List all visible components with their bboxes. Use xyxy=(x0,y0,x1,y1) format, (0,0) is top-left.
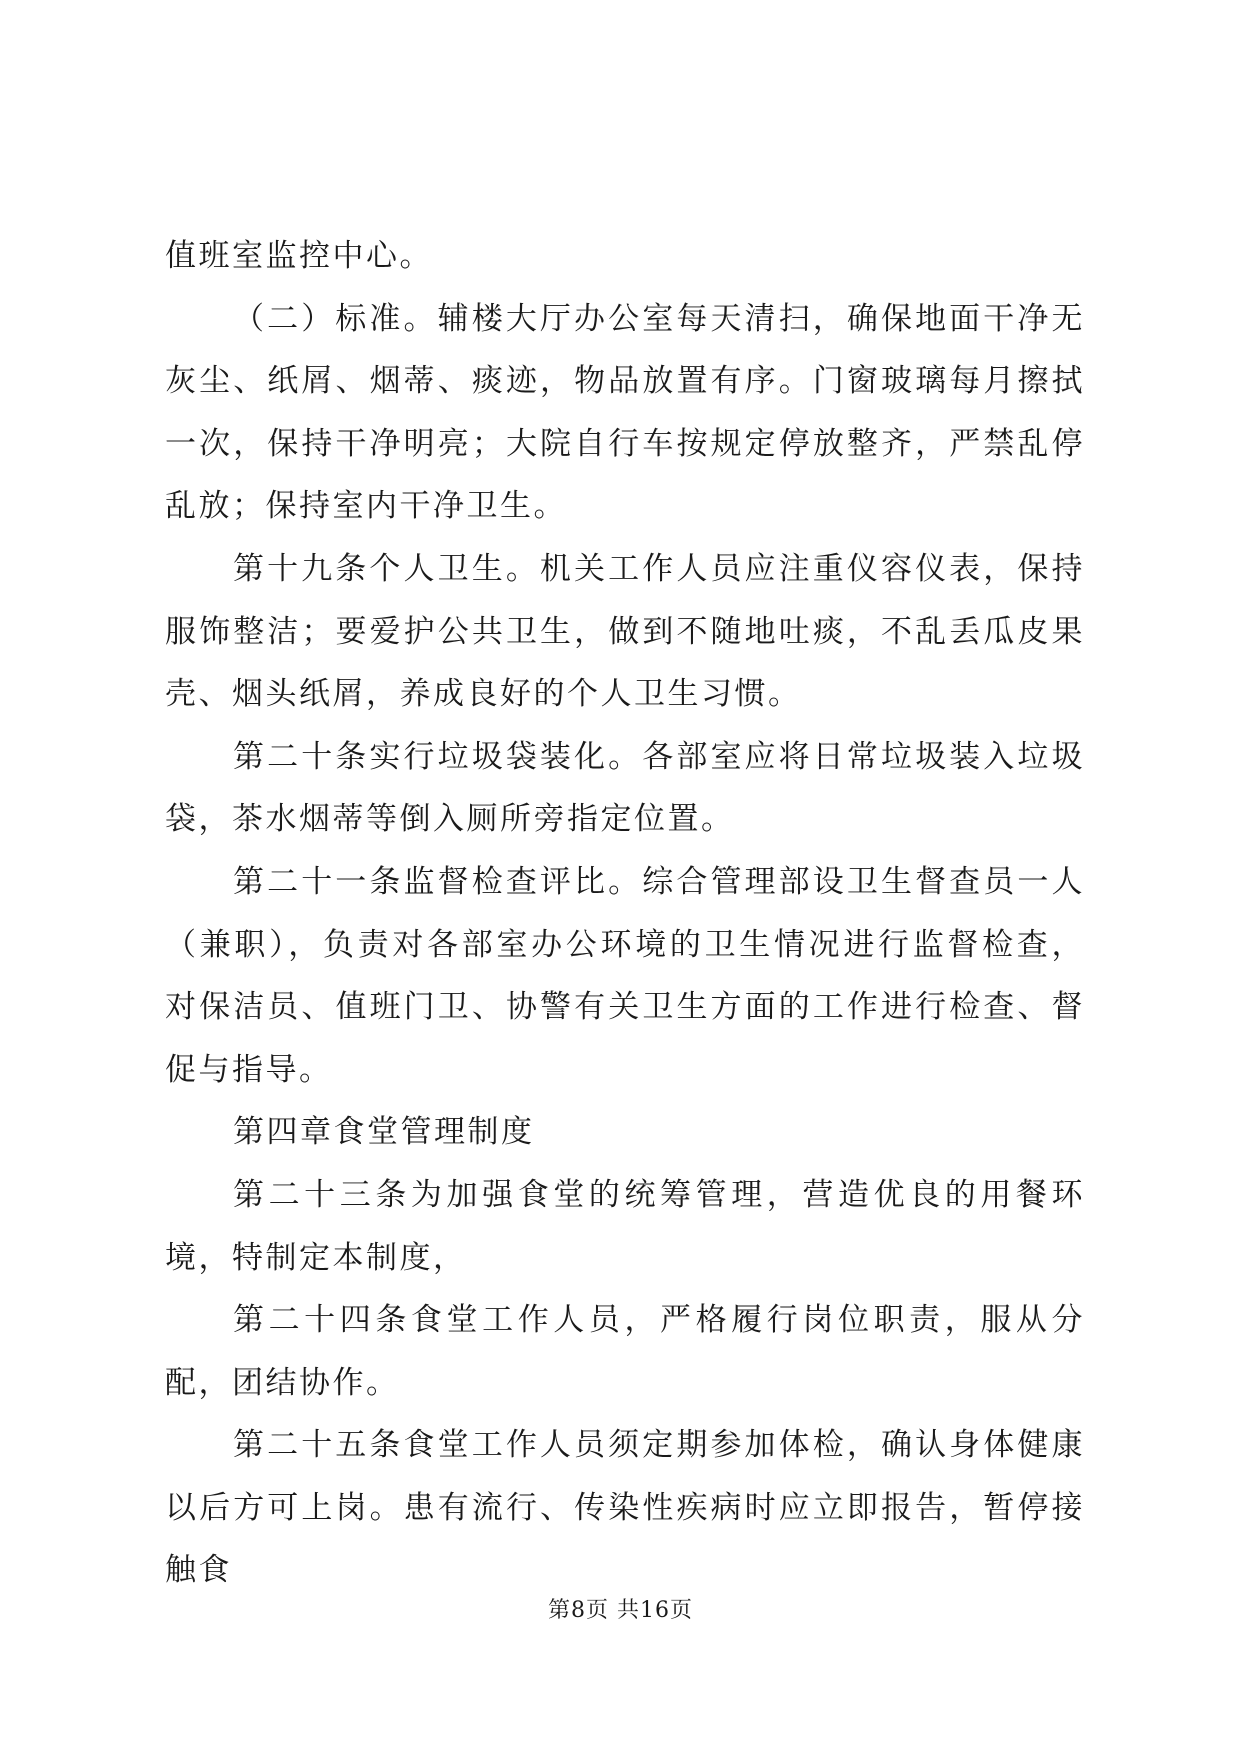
page-footer xyxy=(0,1593,1241,1624)
paragraph-continuation: 值班室监控中心。 xyxy=(165,238,433,274)
chapter-heading: 第四章食堂管理制度 xyxy=(233,1114,535,1151)
document-body xyxy=(165,225,1085,1602)
paragraph-article-21: 第二十一条监督检查评比。综合管理部设卫生督查员一人（兼职），负责对各部室办公环境的卫生情况进行监督检查，对保洁员、值班门卫、协警有关卫生方面的工作进行检查、督促与指导。 xyxy=(165,863,1085,1088)
paragraph-article-19: 第十九条个人卫生。机关工作人员应注重仪容仪表，保持服饰整洁；要爱护公共卫生，做到不随地吐痰，不乱丢瓜皮果壳、烟头纸屑，养成良好的个人卫生习惯。 xyxy=(165,550,1085,713)
paragraph-article-24: 第二十四条食堂工作人员，严格履行岗位职责，服从分配，团结协作。 xyxy=(165,1302,1085,1401)
paragraph-article-25: 第二十五条食堂工作人员须定期参加体检，确认身体健康以后方可上岗。患有流行、传染性疾病时应立即报告，暂停接触食 xyxy=(165,1427,1085,1589)
page-number: 第8页 共16页 xyxy=(548,1598,693,1623)
paragraph-article-20: 第二十条实行垃圾袋装化。各部室应将日常垃圾装入垃圾袋，茶水烟蒂等倒入厕所旁指定位置。 xyxy=(165,738,1085,838)
paragraph-article-23: 第二十三条为加强食堂的统筹管理，营造优良的用餐环境，特制定本制度， xyxy=(165,1176,1085,1276)
paragraph-standard: （二）标准。辅楼大厅办公室每天清扫，确保地面干净无灰尘、纸屑、烟蒂、痰迹，物品放置有序。门窗玻璃每月擦拭一次，保持干净明亮；大院自行车按规定停放整齐，严禁乱停乱放；保持室内干净卫生。 xyxy=(165,300,1085,525)
